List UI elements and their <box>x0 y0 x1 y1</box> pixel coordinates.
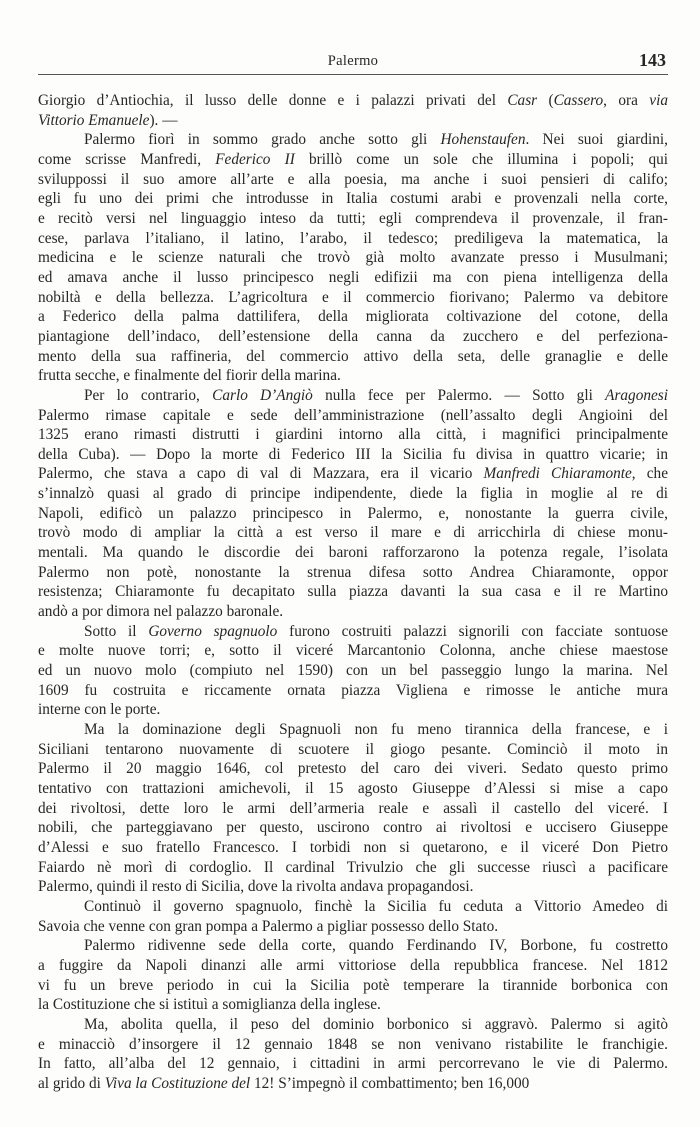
text-line <box>38 504 668 524</box>
text-run: nobiltà e della bellezza. L’agricoltura e il commercio fiorivano; Palermo va debitore <box>38 288 668 306</box>
text-line <box>38 995 668 1015</box>
text-line <box>38 759 668 779</box>
text-run: 12! S’impegnò il combattimento; ben 16,000 <box>250 1074 530 1092</box>
text-run: mentali. Ma quando le discordie dei baroni rafforzarono la potenza regale, l’isolata <box>38 544 668 562</box>
text-run: a Federico della palma dattilifera, della migliorata coltivazione del cotone, della <box>38 308 668 326</box>
paragraph <box>38 720 668 897</box>
text-run: sviluppossi il suo amore all’arte e alla poesia, ma anche i suoi pensieri di califo; <box>38 170 668 188</box>
text-run: In fatto, all’alba del 12 gennaio, i cittadini in armi percorrevano le vie di Palermo. <box>38 1055 668 1073</box>
text-run: Continuò il governo spagnuolo, finchè la Sicilia fu ceduta a Vittorio Amedeo di <box>84 897 668 915</box>
text-line <box>38 327 668 347</box>
text-run: frutta secche, e finalmente del fiorir della marina. <box>38 367 341 385</box>
text-run: Palermo, quindi il resto di Sicilia, dove la rivolta andava propagandosi. <box>38 878 474 896</box>
text-line <box>38 799 668 819</box>
text-run: furono costruiti palazzi signorili con facciate sontuose <box>277 622 669 640</box>
text-line <box>38 523 668 543</box>
text-line <box>38 366 668 386</box>
text-line <box>38 740 668 760</box>
text-line <box>38 936 668 956</box>
text-line <box>38 248 668 268</box>
text-run: d’Alessi e suo fratello Francesco. I torbidi non si quetarono, e il viceré Don Pietro <box>38 838 668 856</box>
paragraph <box>38 897 668 936</box>
text-run: Ma, abolita quella, il peso del dominio borbonico si aggravò. Palermo si agitò <box>84 1015 668 1033</box>
text-run: Palermo non potè, nonostante la strenua difesa sotto Andrea Chiaramonte, oppor <box>38 563 668 581</box>
text-line <box>38 464 668 484</box>
text-line <box>38 641 668 661</box>
text-run: Sotto il <box>84 622 149 640</box>
text-run: interne con le porte. <box>38 701 161 719</box>
text-line <box>38 170 668 190</box>
text-run: medicina e le scienze naturali che trovò già molto avanzate presso i Musulmani; <box>38 249 668 267</box>
text-line <box>38 91 668 111</box>
text-line <box>38 563 668 583</box>
text-line <box>38 622 668 642</box>
text-run: ). — <box>149 111 178 129</box>
text-line <box>38 189 668 209</box>
paragraph <box>38 936 668 1015</box>
text-line <box>38 582 668 602</box>
text-line <box>38 877 668 897</box>
text-run: andò a por dimora nel palazzo baronale. <box>38 603 284 621</box>
text-run: s’innalzò quasi al grado di principe indipendente, diede la figlia in moglie al re di <box>38 485 668 503</box>
italic-run: Hohenstaufen <box>440 131 526 149</box>
text-run: egli fu uno dei primi che introdusse in Italia costumi arabi e provenzali nella corte, <box>38 190 668 208</box>
text-run: Faiardo nè morì di cordoglio. Il cardinal Trivulzio che gli successe riuscì a pacificare <box>38 858 668 876</box>
italic-run: Vittorio Emanuele <box>38 111 150 129</box>
text-line <box>38 1015 668 1035</box>
paragraph <box>38 386 668 622</box>
body-text <box>38 91 668 1093</box>
text-run: della Cuba). — Dopo la morte di Federico III la Sicilia fu divisa in quattro vicarie; in <box>38 445 668 463</box>
text-line <box>38 150 668 170</box>
text-run: mento della sua raffineria, del commercio attivo della seta, delle granaglie e delle <box>38 347 668 365</box>
text-run: . Nei suoi giardini, <box>525 131 668 149</box>
text-run: dei rivoltosi, dette loro le armi dell’armeria reale e assalì il castello del viceré. I <box>38 799 668 817</box>
text-run: cese, parlava l’italiano, il latino, l’arabo, il tedesco; prediligeva la matematica, la <box>38 229 668 247</box>
text-line <box>38 1054 668 1074</box>
text-run: e minacciò d’insorgere il 12 gennaio 1848 se non venivano ristabilite le franchigie. <box>38 1035 668 1053</box>
text-run: Ma la dominazione degli Spagnuoli non fu meno tirannica della francese, e i <box>84 721 668 738</box>
paragraph <box>38 130 668 386</box>
italic-run: Viva la Costituzione del <box>104 1074 251 1092</box>
text-run: resistenza; Chiaramonte fu decapitato sulla piazza davanti la sua casa e il re Martino <box>38 583 668 601</box>
text-run: , ora <box>603 92 650 109</box>
italic-run: via <box>649 92 668 109</box>
text-run: piantagione dell’indaco, dell’estensione della canna da zucchero e del perfeziona- <box>38 327 668 345</box>
paragraph <box>38 91 668 130</box>
text-line <box>38 111 668 131</box>
text-line <box>38 209 668 229</box>
text-run: Giorgio d’Antiochia, il lusso delle donne e i palazzi privati del <box>38 92 508 109</box>
text-line <box>38 347 668 367</box>
text-line <box>38 268 668 288</box>
text-line <box>38 897 668 917</box>
text-line <box>38 779 668 799</box>
text-line <box>38 484 668 504</box>
text-run: ed amava anche il lusso principesco negli edifizii ma con piena intelligenza della <box>38 268 668 286</box>
text-line <box>38 818 668 838</box>
italic-run: Cassero <box>553 92 604 109</box>
italic-run: Carlo D’Angiò <box>212 386 313 404</box>
text-run: Palermo fiorì in sommo grado anche sotto gli <box>84 131 441 149</box>
text-line <box>38 976 668 996</box>
italic-run: Federico II <box>215 150 295 168</box>
text-line <box>38 917 668 937</box>
text-run: Palermo, che stava a capo di val di Mazzara, era il vicario <box>38 465 484 483</box>
paragraph <box>38 1015 668 1094</box>
text-run: brillò come un sole che illumina i popoli; qui <box>294 150 668 168</box>
text-run: e recitò versi nel linguaggio inteso da tutti; egli comprendeva il provenzale, il fran- <box>38 209 668 227</box>
text-line <box>38 406 668 426</box>
text-run: nulla fece per Palermo. — Sotto gli <box>312 386 606 404</box>
text-line <box>38 1035 668 1055</box>
text-line <box>38 445 668 465</box>
text-run: Savoia che venne con gran pompa a Palermo a pigliar possesso dello Stato. <box>38 917 499 935</box>
text-line <box>38 1074 668 1094</box>
italic-run: Manfredi Chiaramonte <box>483 465 632 483</box>
text-run: Palermo rimase capitale e sede dell’amministrazione (nell’assalto degli Angioini del <box>38 406 668 424</box>
text-run: Per lo contrario, <box>84 386 213 404</box>
text-run: ( <box>537 92 554 109</box>
italic-run: Aragonesi <box>605 386 668 404</box>
text-run: 1325 erano rimasti distrutti i giardini intorno alla città, i magnifici principalmente <box>38 426 668 444</box>
text-line <box>38 386 668 406</box>
text-run: al grido di <box>38 1074 105 1092</box>
text-line <box>38 838 668 858</box>
text-line <box>38 307 668 327</box>
text-line <box>38 288 668 308</box>
text-run: , che <box>631 465 668 483</box>
text-line <box>38 130 668 150</box>
text-run: a fuggire da Napoli dinanzi alle armi vittoriose della repubblica francese. Nel 1812 <box>38 956 668 974</box>
text-run: Palermo ridivenne sede della corte, quando Ferdinando IV, Borbone, fu costretto <box>84 937 668 955</box>
text-line <box>38 602 668 622</box>
running-title: Palermo <box>327 53 379 69</box>
text-line <box>38 858 668 878</box>
text-run: come scrisse Manfredi, <box>38 150 216 168</box>
text-run: Siciliani tentarono nuovamente di scuotere il giogo pesante. Cominciò il moto in <box>38 740 668 758</box>
text-run: vi fu un breve periodo in cui la Sicilia potè temperare la tirannide borbonica con <box>38 976 668 994</box>
text-line <box>38 543 668 563</box>
paragraph <box>38 622 668 720</box>
text-line <box>38 229 668 249</box>
text-run: tentativo con trattazioni amichevoli, il 15 agosto Giuseppe d’Alessi si mise a capo <box>38 779 668 797</box>
text-line <box>38 425 668 445</box>
text-line <box>38 956 668 976</box>
text-line <box>38 700 668 720</box>
text-line <box>38 681 668 701</box>
text-run: 1609 fu costruita e riccamente ornata piazza Vigliena e rimosse le antiche mura <box>38 681 668 699</box>
text-run: trovò modo di ampliar la città a est verso il mare e di arricchirla di chiese monu- <box>38 524 668 542</box>
text-run: nobili, che parteggiavano per questo, uscirono contro ai rivoltosi e uccisero Giuseppe <box>38 819 668 837</box>
text-run: Palermo il 20 maggio 1646, col pretesto del caro dei viveri. Sedato questo primo <box>38 760 668 778</box>
text-run: la Costituzione che si istituì a somiglianza della inglese. <box>38 996 381 1014</box>
text-line <box>38 720 668 740</box>
text-run: Napoli, edificò un palazzo principesco in Palermo, e, nonostante la guerra civile, <box>38 504 668 522</box>
text-line <box>38 661 668 681</box>
text-run: e molte nuove torri; e, sotto il viceré Marcantonio Colonna, anche chiese maestose <box>38 642 668 660</box>
page-header <box>38 50 668 75</box>
italic-run: Casr <box>507 92 538 109</box>
italic-run: Governo spagnuolo <box>148 622 278 640</box>
page-number: 143 <box>639 50 666 70</box>
text-run: ed un nuovo molo (compiuto nel 1590) con un bel passeggio lungo la marina. Nel <box>38 662 668 680</box>
